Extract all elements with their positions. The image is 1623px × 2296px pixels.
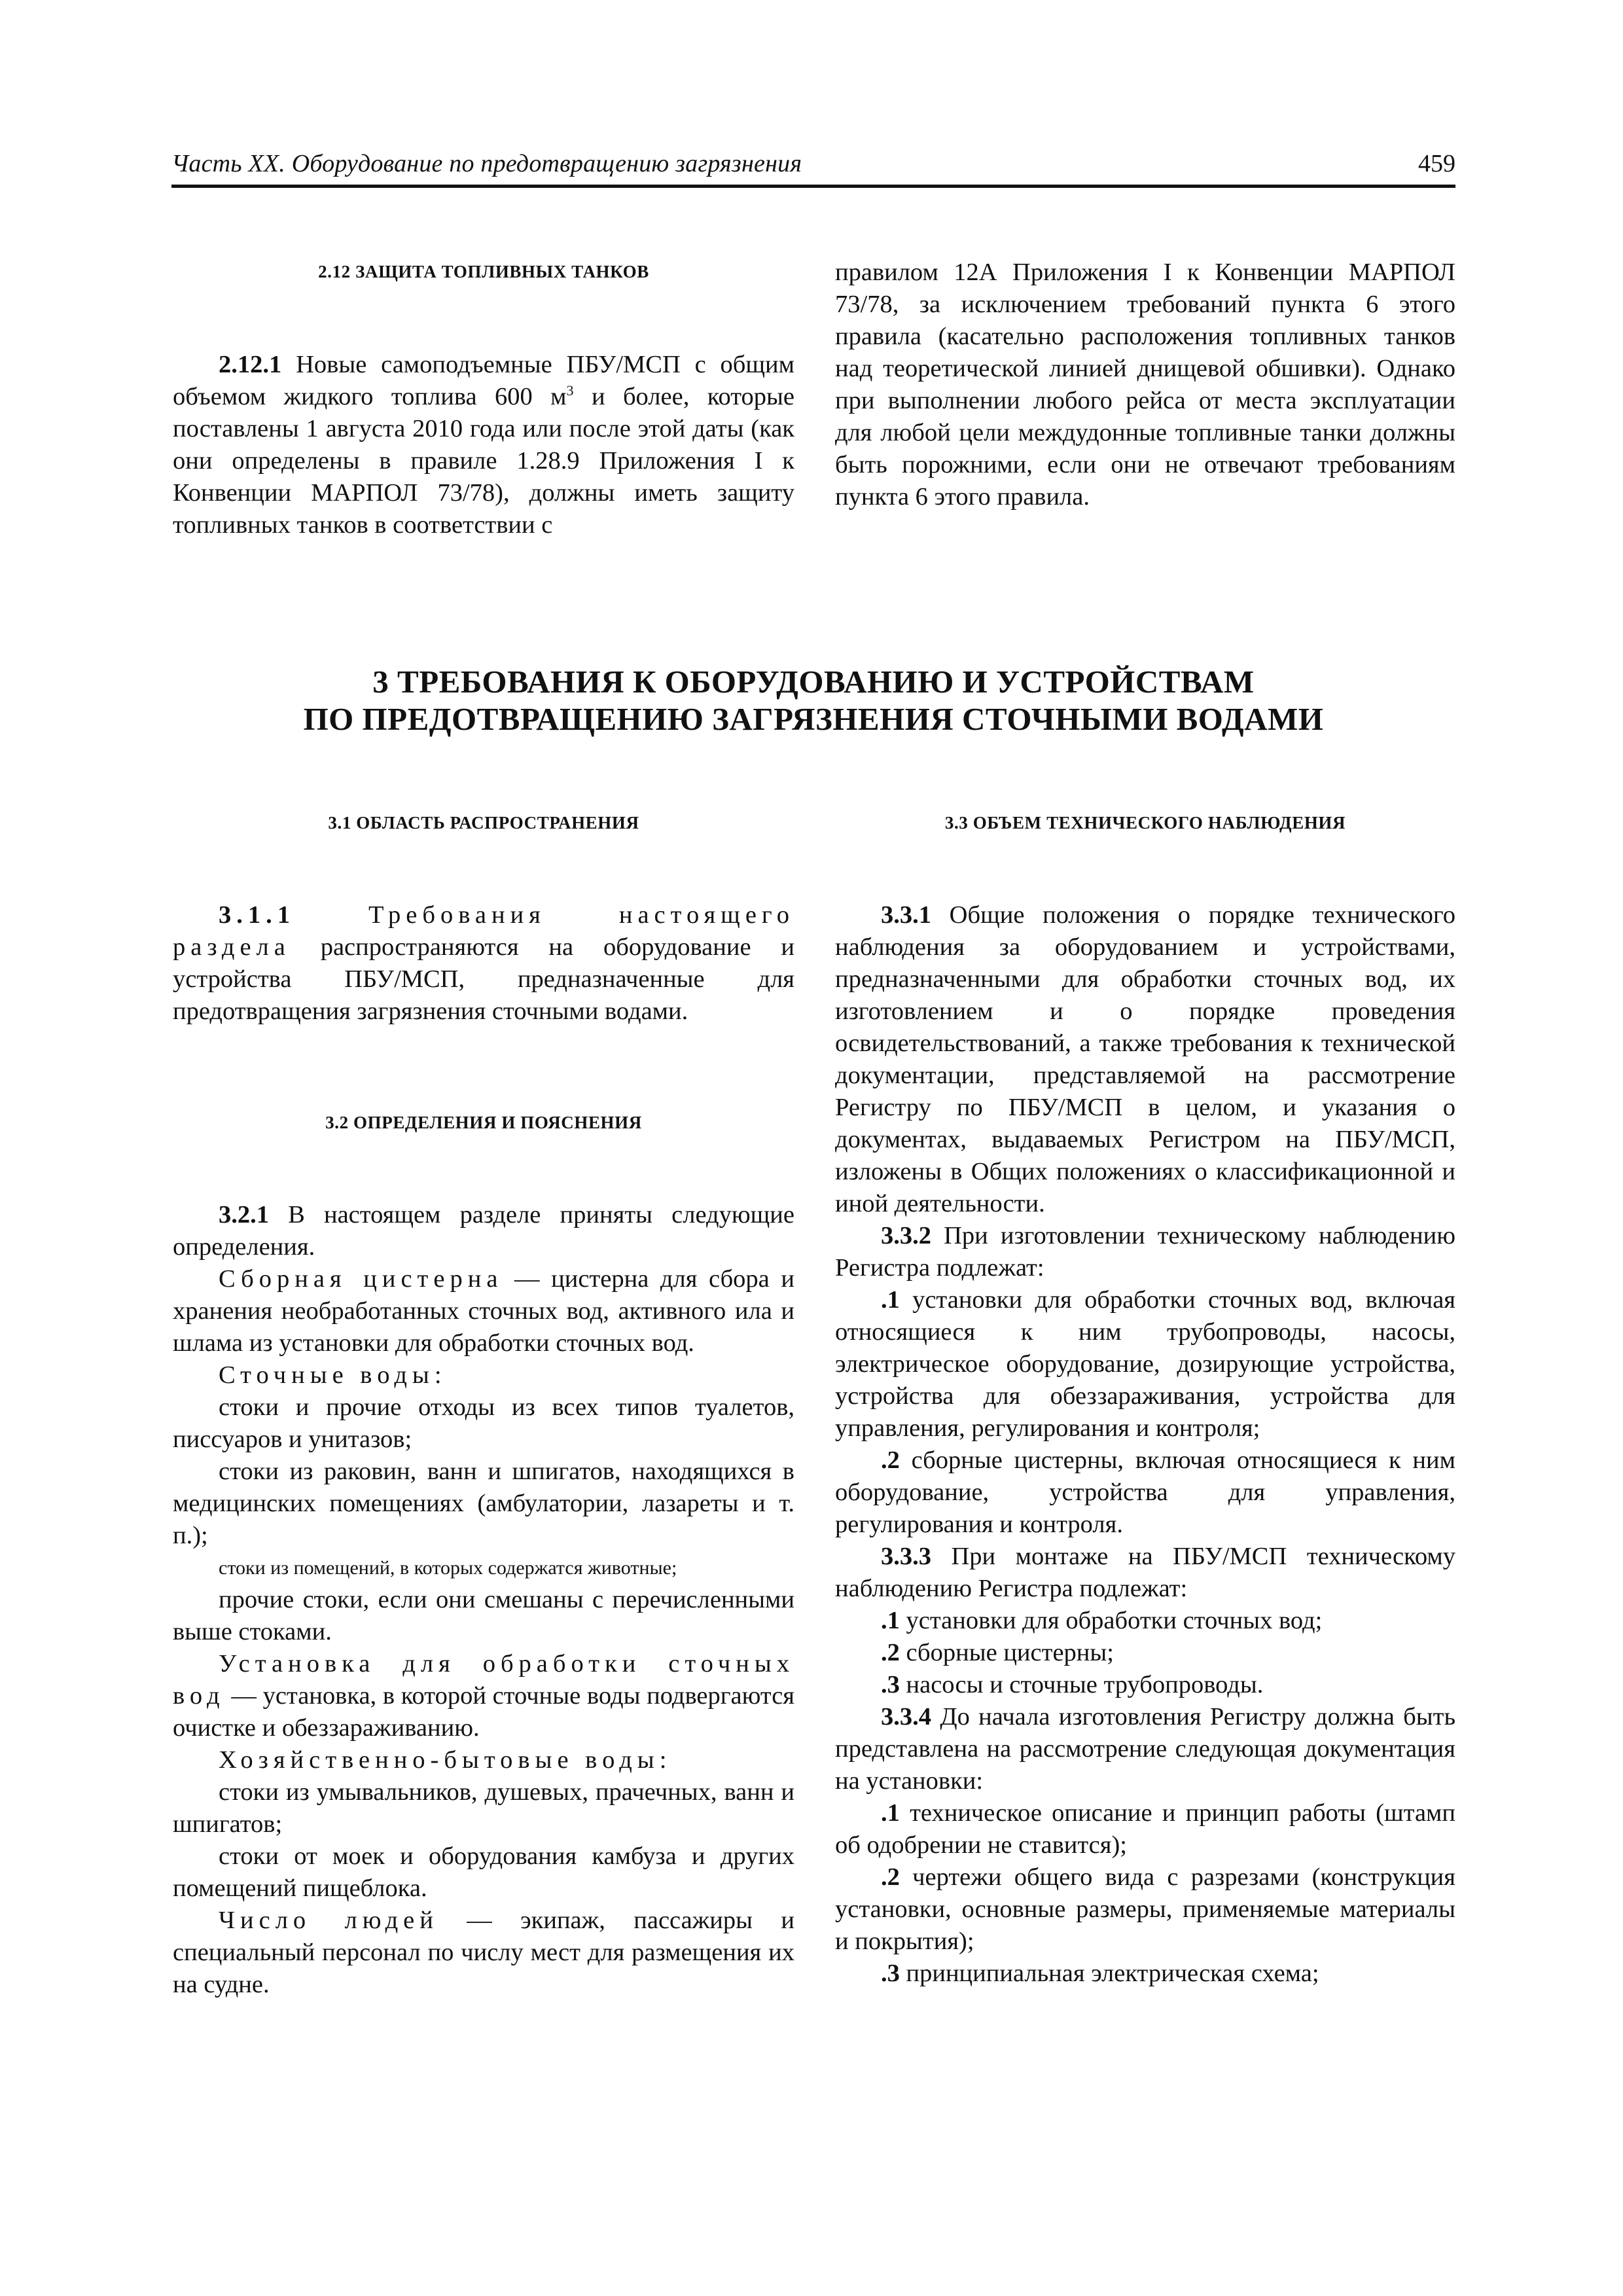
clause-number: 3.3.4 (881, 1703, 931, 1731)
list-item: .3 насосы и сточные трубопроводы. (881, 1671, 1264, 1698)
section-2-12-left (173, 260, 794, 541)
clause-number: 3.3.1 (881, 901, 931, 929)
running-title: Часть XX. Оборудование по предотвращению загрязнения (171, 150, 802, 177)
paragraph-2-12-1: 2.12.1 Новые самоподъемные ПБУ/МСП с общим объемом жидкого топлива 600 $м^3$ и более, которые поставлены 1 августа 2010 года или после этой даты (как они определены в правиле 1.28.9 Приложения I к Конвенции МАРПОЛ 73/78), должны иметь защиту топливных танков в соответствии с (173, 351, 794, 539)
term: Хозяйственно-бытовые воды (219, 1746, 660, 1774)
item-number: .1 (881, 1286, 900, 1314)
superscript: 3 (566, 382, 574, 399)
list-item: .2 чертежи общего вида с разрезами (конструкция установки, основные размеры, применяемые материалы и покрытия); (835, 1863, 1455, 1955)
list-item: стоки из помещений, в которых содержатся животные; (219, 1557, 677, 1579)
item-number: .3 (881, 1960, 900, 1987)
clause-number: 3.3.3 (881, 1543, 931, 1570)
definition-number-of-persons: Число людей — экипаж, пассажиры и специальный персонал по числу мест для размещения их на судне. (173, 1907, 794, 1998)
definition-grey-water: Хозяйственно-бытовые воды: (219, 1746, 667, 1774)
clause-number: 3.3.2 (881, 1222, 931, 1249)
item-number: .2 (881, 1863, 900, 1891)
list-item: стоки из умывальников, душевых, прачечных, ванн и шпигатов; (173, 1778, 794, 1838)
list-item: .1 установки для обработки сточных вод; (881, 1607, 1323, 1634)
list-item: .2 сборные цистерны; (881, 1639, 1114, 1666)
item-number: .2 (881, 1446, 900, 1474)
right-column-section-3-3 (835, 812, 1455, 1990)
item-number: .3 (881, 1671, 900, 1698)
definition-sewage: Сточные воды: (219, 1361, 442, 1389)
item-number: .1 (881, 1607, 900, 1634)
term: Сточные воды (219, 1361, 435, 1389)
page-header (171, 143, 1455, 188)
definition-collecting-tank: Сборная цистерна — цистерна для сбора и хранения необработанных сточных вод, активного ила и шлама из установки для обработки сточных вод. (173, 1265, 794, 1357)
term: Сборная цистерна (219, 1265, 503, 1293)
paragraph-3-1-1: 3.1.1 Требования настоящего раздела распространяются на оборудование и устройства ПБУ/МСП, предназначенные для предотвращения загрязнения сточными водами. (173, 901, 795, 1025)
section-heading-3-2: 3.2 ОПРЕДЕЛЕНИЯ И ПОЯСНЕНИЯ (325, 1113, 642, 1132)
paragraph-3-2-1: 3.2.1 В настоящем разделе приняты следующие определения. (173, 1201, 794, 1261)
list-item: стоки от моек и оборудования камбуза и других помещений пищеблока. (173, 1842, 794, 1902)
paragraph-3-3-4: 3.3.4 До начала изготовления Регистру должна быть представлена на рассмотрение следующая документация на установки: (835, 1703, 1455, 1795)
paragraph-2-12-1-continued: правилом 12А Приложения I к Конвенции МАРПОЛ 73/78, за исключением требований пункта 6 этого правила (касательно расположения топливных танков над теоретической линией днищевой обшивки). Однако при выполнении любого рейса от места эксплуатации для любой цели междудонные топливные танки должны быть порожними, если они не отвечают требованиям пункта 6 этого правила. (835, 259, 1455, 511)
list-item: стоки из раковин, ванн и шпигатов, находящихся в медицинских помещениях (амбулатории, лазареты и т. п.); (173, 1458, 794, 1549)
list-item: .3 принципиальная электрическая схема; (881, 1960, 1319, 1987)
list-item: прочие стоки, если они смешаны с перечисленными выше стоками. (173, 1586, 794, 1645)
section-heading-3-3: 3.3 ОБЪЕМ ТЕХНИЧЕСКОГО НАБЛЮДЕНИЯ (944, 813, 1346, 833)
section-heading-3-1: 3.1 ОБЛАСТЬ РАСПРОСТРАНЕНИЯ (328, 813, 639, 833)
section-heading-2-12: 2.12 ЗАЩИТА ТОПЛИВНЫХ ТАНКОВ (318, 262, 649, 281)
chapter-title (171, 663, 1455, 738)
term: Число людей (219, 1907, 438, 1934)
chapter-title-line-1: 3 ТРЕБОВАНИЯ К ОБОРУДОВАНИЮ И УСТРОЙСТВАМ (372, 664, 1255, 700)
clause-number: 3.1.1 (219, 901, 295, 929)
section-2-12-right (835, 257, 1455, 513)
list-item: .2 сборные цистерны, включая относящиеся к ним оборудование, устройства для управления, регулирования и контроля. (835, 1446, 1455, 1538)
list-item: .1 техническое описание и принцип работы (штамп об одобрении не ставится); (835, 1799, 1455, 1859)
paragraph-3-3-2: 3.3.2 При изготовлении техническому наблюдению Регистра подлежат: (835, 1222, 1455, 1282)
item-number: .2 (881, 1639, 900, 1666)
list-item: стоки и прочие отходы из всех типов туалетов, писсуаров и унитазов; (173, 1393, 794, 1453)
definition-treatment-plant: Установка для обработки сточных вод — установка, в которой сточные воды подвергаются очистке и обеззараживанию. (173, 1650, 794, 1742)
term: Установка для обработки сточных вод (173, 1650, 794, 1710)
paragraph-3-3-1: 3.3.1 Общие положения о порядке технического наблюдения за оборудованием и устройствами, предназначенными для обработки сточных вод, их изготовлением и о порядке проведения освидетельствований, а также требования к технической документации, представляемой на рассмотрение Регистру по ПБУ/МСП в целом, и указания о документах, выдаваемых Регистром на ПБУ/МСП, изложены в Общих положениях о классификационной и иной деятельности. (835, 901, 1455, 1217)
paragraph-3-3-3: 3.3.3 При монтаже на ПБУ/МСП техническому наблюдению Регистра подлежат: (835, 1543, 1455, 1602)
list-item: .1 установки для обработки сточных вод, включая относящиеся к ним трубопроводы, насосы, электрическое оборудование, дозирующие устройства, устройства для обеззараживания, устройства для управления, регулирования и контроля; (835, 1286, 1455, 1442)
clause-number: 2.12.1 (219, 351, 282, 378)
page-number: 459 (1418, 150, 1455, 177)
clause-number: 3.2.1 (219, 1201, 269, 1229)
chapter-title-line-2: ПО ПРЕДОТВРАЩЕНИЮ ЗАГРЯЗНЕНИЯ СТОЧНЫМИ ВОДАМИ (303, 701, 1324, 737)
left-column-sections-3-1-3-2 (173, 812, 794, 2001)
item-number: .1 (881, 1799, 900, 1827)
